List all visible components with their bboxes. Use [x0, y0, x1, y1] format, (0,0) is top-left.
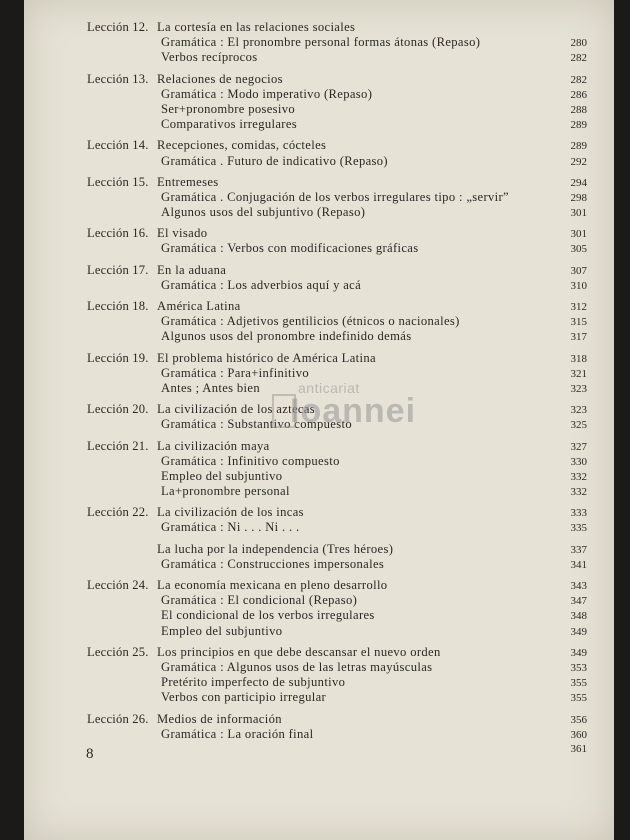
- subentry-text: Gramática : Algunos usos de las letras mayúsculas: [161, 659, 433, 674]
- lesson-title: La civilización maya: [157, 438, 270, 453]
- toc-subentry: [87, 557, 587, 572]
- subentry-page-number: 301: [570, 207, 587, 220]
- toc-lesson: [87, 712, 587, 758]
- lesson-page-number: 282: [570, 73, 587, 86]
- toc-lesson-heading: [87, 351, 587, 366]
- toc-subentry: [87, 87, 587, 102]
- lesson-number: Lección 15.: [87, 174, 149, 189]
- subentry-page-number: 335: [570, 522, 587, 535]
- toc-subentry: [87, 154, 587, 169]
- lesson-page-number: 333: [570, 507, 587, 520]
- subentry-page-number: 353: [570, 661, 587, 674]
- subentry-text: Ser+pronombre posesivo: [161, 101, 296, 116]
- lesson-title: Medios de información: [157, 711, 282, 726]
- toc-lesson-heading: [87, 263, 587, 278]
- final-page-number: 361: [570, 742, 587, 755]
- lesson-number: Lección 14.: [87, 138, 149, 153]
- subentry-text: Gramática : Construcciones impersonales: [161, 556, 385, 571]
- subentry-page-number: 315: [570, 316, 587, 329]
- toc-lesson: [87, 578, 587, 639]
- lesson-page-number: 343: [570, 580, 587, 592]
- subentry-page-number: 332: [570, 486, 587, 499]
- lesson-number: Lección 26.: [87, 711, 149, 726]
- toc-final-page-row: [87, 742, 587, 757]
- subentry-page-number: 317: [570, 331, 587, 344]
- toc-lesson-heading: [87, 505, 587, 520]
- subentry-text: Gramática : Los adverbios aquí y acá: [161, 277, 362, 292]
- toc-subentry: [87, 624, 587, 639]
- subentry-text: Verbos recíprocos: [161, 50, 258, 65]
- lesson-title: En la aduana: [157, 262, 227, 277]
- toc-subentry: [87, 190, 587, 205]
- toc-subentry: [87, 314, 587, 329]
- toc-lesson-heading: [87, 299, 587, 314]
- lesson-number: Lección 12.: [87, 20, 149, 34]
- toc-subentry: [87, 366, 587, 381]
- toc-subentry: [87, 608, 587, 623]
- subentry-page-number: 282: [570, 52, 587, 65]
- subentry-page-number: 355: [570, 692, 587, 705]
- subentry-text: Gramática . Futuro de indicativo (Repaso): [161, 153, 388, 168]
- lesson-page-number: 356: [570, 713, 587, 726]
- toc-lesson: [87, 226, 587, 256]
- lesson-page-number: 307: [570, 264, 587, 277]
- lesson-page-number: 289: [570, 140, 587, 153]
- lesson-page-number: 327: [570, 440, 587, 453]
- subentry-page-number: 360: [570, 728, 587, 741]
- lesson-number: Lección 16.: [87, 226, 149, 241]
- lesson-number: Lección 18.: [87, 299, 149, 313]
- watermark-line-1: anticariat: [298, 380, 360, 396]
- toc-subentry: [87, 278, 587, 293]
- lesson-title: Relaciones de negocios: [157, 71, 283, 86]
- toc-subentry: [87, 660, 587, 675]
- lesson-number: Lección 13.: [87, 71, 149, 86]
- lesson-number: Lección 22.: [87, 505, 149, 520]
- subentry-text: Gramática : Infinitivo compuesto: [161, 453, 340, 468]
- toc-lesson: [87, 138, 587, 168]
- lesson-page-number: 294: [570, 176, 587, 189]
- toc-lesson-heading: [87, 645, 587, 660]
- subentry-text: Gramática : La oración final: [161, 726, 314, 741]
- toc-subentry: [87, 329, 587, 344]
- lesson-title: Los principios en que debe descansar el nuevo orden: [157, 644, 441, 659]
- subentry-page-number: 286: [570, 88, 587, 101]
- toc-lesson-heading: [87, 138, 587, 153]
- lesson-title: La civilización de los aztecas: [157, 402, 316, 417]
- lesson-title: La civilización de los incas: [157, 505, 304, 520]
- subentry-page-number: 298: [570, 191, 587, 204]
- subentry-text: Gramática : Verbos con modificaciones gráficas: [161, 241, 419, 256]
- subentry-text: Comparativos irregulares: [161, 117, 298, 132]
- toc-subentry: [87, 469, 587, 484]
- toc-lesson-heading: [87, 20, 587, 35]
- subentry-text: Algunos usos del pronombre indefinido demás: [161, 329, 412, 344]
- book-page: [24, 0, 614, 840]
- subentry-text: Gramática . Conjugación de los verbos irregulares tipo : „servir”: [161, 189, 509, 204]
- toc-lesson: [87, 299, 587, 345]
- subentry-page-number: 349: [570, 625, 587, 638]
- lesson-number: Lección 19.: [87, 350, 149, 365]
- toc-lesson: [87, 505, 587, 535]
- lesson-page-number: 337: [570, 543, 587, 556]
- subentry-text: Empleo del subjuntivo: [161, 468, 283, 483]
- subentry-text: Gramática : El pronombre personal formas átonas (Repaso): [161, 35, 481, 50]
- lesson-number: Lección 25.: [87, 644, 149, 659]
- lesson-title: La cortesía en las relaciones sociales: [157, 20, 356, 34]
- watermark-line-2: Ioannei: [290, 392, 417, 430]
- subentry-text: Gramática : Modo imperativo (Repaso): [161, 86, 373, 101]
- toc-lesson: [87, 645, 587, 706]
- subentry-text: Antes ; Antes bien: [161, 380, 260, 395]
- subentry-page-number: 292: [570, 155, 587, 168]
- toc-lesson-heading: [87, 712, 587, 727]
- subentry-text: Gramática : Adjetivos gentilicios (étnicos o nacionales): [161, 314, 460, 329]
- subentry-page-number: 305: [570, 243, 587, 256]
- lesson-title: La lucha por la independencia (Tres héroes): [157, 541, 394, 556]
- toc-lesson: [87, 20, 587, 66]
- toc-subentry: [87, 484, 587, 499]
- subentry-page-number: 321: [570, 367, 587, 380]
- toc-subentry: [87, 690, 587, 705]
- toc-subentry: [87, 205, 587, 220]
- toc-lesson: [87, 72, 587, 133]
- toc-subentry: [87, 520, 587, 535]
- toc-subentry: [87, 727, 587, 742]
- subentry-page-number: 325: [570, 419, 587, 432]
- subentry-page-number: 341: [570, 558, 587, 571]
- toc-lesson: [87, 175, 587, 221]
- lesson-number: Lección 24.: [87, 578, 149, 592]
- lesson-page-number: 323: [570, 404, 587, 417]
- subentry-page-number: 355: [570, 677, 587, 690]
- subentry-text: Gramática : Substantivo compuesto: [161, 417, 352, 432]
- lesson-number: Lección 21.: [87, 438, 149, 453]
- toc-lesson-heading: [87, 72, 587, 87]
- toc-lesson-heading: [87, 175, 587, 190]
- lesson-page-number: 349: [570, 646, 587, 659]
- subentry-page-number: 280: [570, 37, 587, 50]
- page-folio: 8: [86, 746, 94, 762]
- subentry-page-number: 330: [570, 455, 587, 468]
- toc-lesson: [87, 439, 587, 500]
- lesson-number: Lección 20.: [87, 402, 149, 417]
- toc-lesson: [87, 263, 587, 293]
- toc-subentry: [87, 102, 587, 117]
- subentry-page-number: 348: [570, 610, 587, 623]
- toc-lesson-heading: [87, 226, 587, 241]
- toc-subentry: [87, 675, 587, 690]
- toc-lesson: [87, 542, 587, 572]
- lesson-title: El problema histórico de América Latina: [157, 350, 376, 365]
- toc-subentry: [87, 593, 587, 608]
- toc-subentry: [87, 454, 587, 469]
- subentry-page-number: 323: [570, 382, 587, 395]
- watermark-stamp: [272, 380, 417, 438]
- subentry-page-number: 289: [570, 119, 587, 132]
- subentry-text: Empleo del subjuntivo: [161, 623, 283, 638]
- lesson-page-number: 312: [570, 301, 587, 313]
- subentry-text: El condicional de los verbos irregulares: [161, 608, 375, 623]
- subentry-page-number: 347: [570, 595, 587, 608]
- lesson-title: Entremeses: [157, 174, 219, 189]
- lesson-page-number: 301: [570, 228, 587, 241]
- subentry-page-number: 288: [570, 103, 587, 116]
- toc-lesson-heading: [87, 542, 587, 557]
- lesson-number: Lección 17.: [87, 262, 149, 277]
- toc-subentry: [87, 241, 587, 256]
- subentry-text: Algunos usos del subjuntivo (Repaso): [161, 205, 366, 220]
- subentry-page-number: 332: [570, 470, 587, 483]
- subentry-text: Gramática : El condicional (Repaso): [161, 593, 358, 608]
- lesson-page-number: 318: [570, 352, 587, 365]
- subentry-text: Verbos con participio irregular: [161, 690, 327, 705]
- toc-lesson-heading: [87, 439, 587, 454]
- subentry-text: Gramática : Ni . . . Ni . . .: [161, 520, 300, 535]
- lesson-title: La economía mexicana en pleno desarrollo: [157, 578, 388, 592]
- lesson-title: América Latina: [157, 299, 241, 313]
- lesson-title: Recepciones, comidas, cócteles: [157, 138, 327, 153]
- subentry-text: La+pronombre personal: [161, 484, 290, 499]
- toc-subentry: [87, 117, 587, 132]
- toc-subentry: [87, 35, 587, 50]
- toc-lesson-heading: [87, 578, 587, 593]
- toc-subentry: [87, 50, 587, 65]
- lesson-title: El visado: [157, 226, 208, 241]
- subentry-text: Pretérito imperfecto de subjuntivo: [161, 675, 346, 690]
- subentry-page-number: 310: [570, 279, 587, 292]
- subentry-text: Gramática : Para+infinitivo: [161, 365, 310, 380]
